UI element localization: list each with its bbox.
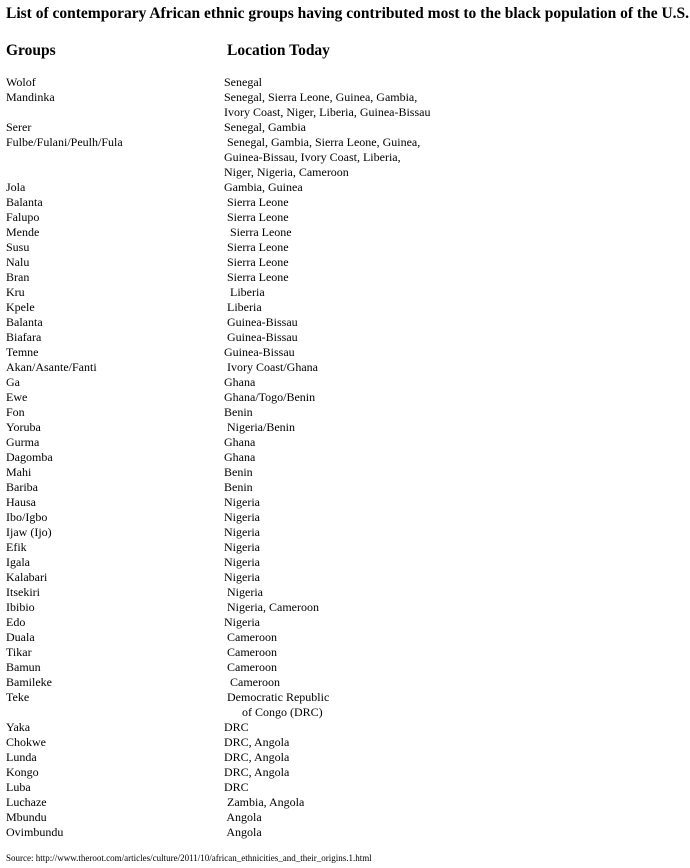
table-row (0, 615, 690, 630)
table-row (0, 465, 690, 480)
group-location (224, 495, 690, 510)
group-location (224, 270, 690, 285)
group-location (224, 435, 690, 450)
group-location (224, 600, 690, 615)
table-row (0, 330, 690, 345)
location-line: Democratic Republic (224, 690, 330, 704)
group-location (224, 120, 690, 135)
table-row (0, 825, 690, 840)
group-name: Igala (6, 555, 30, 569)
group-location (224, 195, 690, 210)
group-name: Hausa (6, 495, 36, 509)
group-location (224, 420, 690, 435)
location-line: Nigeria (224, 615, 260, 629)
table-row (0, 495, 690, 510)
group-name: Tikar (6, 645, 32, 659)
table-row (0, 90, 690, 120)
ethnic-groups-list (0, 75, 690, 840)
group-location (224, 255, 690, 270)
location-line: Sierra Leone (224, 225, 292, 239)
group-name: Mandinka (6, 90, 55, 104)
location-line: Cameroon (224, 675, 280, 689)
location-line: Senegal (224, 75, 262, 89)
group-name: Mende (6, 225, 40, 239)
table-row (0, 540, 690, 555)
location-line: Nigeria, Cameroon (224, 600, 319, 614)
location-line: Ivory Coast, Niger, Liberia, Guinea-Bissau (224, 105, 431, 119)
table-row (0, 360, 690, 375)
group-name: Chokwe (6, 735, 46, 749)
table-row (0, 240, 690, 255)
group-location (224, 300, 690, 315)
table-row (0, 810, 690, 825)
group-name: Duala (6, 630, 35, 644)
group-name: Temne (6, 345, 39, 359)
group-name: Kru (6, 285, 25, 299)
group-location (224, 525, 690, 540)
table-row (0, 750, 690, 765)
group-name: Luba (6, 780, 31, 794)
location-line: Cameroon (224, 630, 277, 644)
table-row (0, 285, 690, 300)
table-row (0, 120, 690, 135)
group-location (224, 390, 690, 405)
table-row (0, 690, 690, 720)
location-line: Nigeria (224, 585, 263, 599)
table-row (0, 630, 690, 645)
location-line: Liberia (224, 285, 265, 299)
group-location (224, 630, 690, 645)
group-name: Bran (6, 270, 30, 284)
location-line: Sierra Leone (224, 240, 289, 254)
group-name: Mbundu (6, 810, 47, 824)
group-location (224, 690, 690, 720)
group-location (224, 330, 690, 345)
location-line: Niger, Nigeria, Cameroon (224, 165, 349, 179)
location-line: DRC (224, 720, 249, 734)
table-row (0, 345, 690, 360)
group-location (224, 510, 690, 525)
group-name: Teke (6, 690, 30, 704)
location-line: Gambia, Guinea (224, 180, 303, 194)
group-name: Gurma (6, 435, 40, 449)
location-line: Ghana (224, 450, 256, 464)
group-name: Serer (6, 120, 32, 134)
group-name: Nalu (6, 255, 30, 269)
table-row (0, 720, 690, 735)
table-row (0, 555, 690, 570)
location-line: Zambia, Angola (224, 795, 305, 809)
location-line: Senegal, Gambia, Sierra Leone, Guinea, (224, 135, 421, 149)
location-line: Cameroon (224, 645, 277, 659)
group-name: Wolof (6, 75, 36, 89)
table-row (0, 735, 690, 750)
location-line: Sierra Leone (224, 270, 289, 284)
group-location (224, 210, 690, 225)
group-location (224, 720, 690, 735)
location-line: Cameroon (224, 660, 277, 674)
group-name: Falupo (6, 210, 40, 224)
table-row (0, 315, 690, 330)
table-row (0, 435, 690, 450)
group-name: Efik (6, 540, 27, 554)
location-line: DRC, Angola (224, 735, 290, 749)
group-location (224, 750, 690, 765)
location-line: Nigeria (224, 570, 260, 584)
table-row (0, 600, 690, 615)
location-column-header: Location Today (227, 42, 330, 59)
location-line: Sierra Leone (224, 255, 289, 269)
location-line: Guinea-Bissau (224, 315, 298, 329)
group-name: Itsekiri (6, 585, 40, 599)
group-name: Lunda (6, 750, 37, 764)
group-location (224, 735, 690, 750)
location-line: Sierra Leone (224, 210, 289, 224)
groups-column-header: Groups (6, 42, 56, 59)
group-location (224, 180, 690, 195)
group-name: Ga (6, 375, 20, 389)
group-location (224, 780, 690, 795)
location-line: DRC, Angola (224, 750, 290, 764)
location-line: Nigeria (224, 555, 260, 569)
group-name: Yaka (6, 720, 31, 734)
table-row (0, 780, 690, 795)
group-name: Ovimbundu (6, 825, 64, 839)
location-line: Guinea-Bissau (224, 345, 295, 359)
location-line: Nigeria (224, 525, 260, 539)
source-citation: Source: http://www.theroot.com/articles/culture/2011/10/african_ethnicities_and_their_origins.1.html (6, 853, 372, 863)
group-location (224, 645, 690, 660)
group-name: Edo (6, 615, 26, 629)
location-line: Guinea-Bissau, Ivory Coast, Liberia, (224, 150, 401, 164)
table-row (0, 255, 690, 270)
table-row (0, 300, 690, 315)
table-row (0, 75, 690, 90)
location-line: Ghana (224, 435, 256, 449)
group-name: Bariba (6, 480, 38, 494)
table-row (0, 180, 690, 195)
group-location (224, 225, 690, 240)
group-name: Bamileke (6, 675, 52, 689)
group-name: Mahi (6, 465, 32, 479)
group-location (224, 450, 690, 465)
location-line: Senegal, Sierra Leone, Guinea, Gambia, (224, 90, 418, 104)
table-row (0, 510, 690, 525)
group-location (224, 405, 690, 420)
table-row (0, 795, 690, 810)
location-line: Ghana/Togo/Benin (224, 390, 316, 404)
location-line: Guinea-Bissau (224, 330, 298, 344)
group-location (224, 615, 690, 630)
group-location (224, 795, 690, 810)
group-location (224, 345, 690, 360)
group-name: Fulbe/Fulani/Peulh/Fula (6, 135, 123, 149)
table-row (0, 480, 690, 495)
table-row (0, 585, 690, 600)
group-name: Ijaw (Ijo) (6, 525, 52, 539)
table-row (0, 390, 690, 405)
page-title: List of contemporary African ethnic groups having contributed most to the black population of the U.S. (6, 5, 690, 22)
location-line: DRC, Angola (224, 765, 290, 779)
group-name: Yoruba (6, 420, 41, 434)
group-location (224, 555, 690, 570)
group-name: Balanta (6, 195, 43, 209)
group-name: Ibo/Igbo (6, 510, 48, 524)
table-row (0, 270, 690, 285)
location-line: Liberia (224, 300, 262, 314)
group-name: Akan/Asante/Fanti (6, 360, 97, 374)
location-line: Ghana (224, 375, 256, 389)
group-location (224, 810, 690, 825)
group-name: Fon (6, 405, 25, 419)
group-location (224, 675, 690, 690)
group-location (224, 285, 690, 300)
table-row (0, 210, 690, 225)
location-line: DRC (224, 780, 249, 794)
group-location (224, 75, 690, 90)
table-row (0, 660, 690, 675)
group-name: Jola (6, 180, 26, 194)
group-location (224, 570, 690, 585)
location-line: Benin (224, 480, 253, 494)
group-name: Bamun (6, 660, 41, 674)
group-location (224, 540, 690, 555)
location-line: Benin (224, 405, 253, 419)
location-line: Nigeria (224, 540, 260, 554)
table-row (0, 570, 690, 585)
group-location (224, 360, 690, 375)
table-row (0, 195, 690, 210)
group-location (224, 240, 690, 255)
group-name: Dagomba (6, 450, 53, 464)
group-location (224, 660, 690, 675)
table-row (0, 135, 690, 180)
table-row (0, 645, 690, 660)
table-row (0, 405, 690, 420)
location-line: Ivory Coast/Ghana (224, 360, 318, 374)
group-name: Kongo (6, 765, 39, 779)
group-name: Kalabari (6, 570, 48, 584)
location-line: Nigeria/Benin (224, 420, 295, 434)
location-line: Sierra Leone (224, 195, 289, 209)
table-row (0, 675, 690, 690)
group-name: Ewe (6, 390, 28, 404)
location-line: Nigeria (224, 495, 260, 509)
group-location (224, 825, 690, 840)
table-row (0, 375, 690, 390)
table-row (0, 450, 690, 465)
location-line: of Congo (DRC) (224, 705, 323, 719)
location-line: Benin (224, 465, 253, 479)
table-row (0, 420, 690, 435)
group-location (224, 375, 690, 390)
table-row (0, 765, 690, 780)
location-line: Angola (224, 825, 262, 839)
group-location (224, 585, 690, 600)
group-location (224, 90, 690, 120)
table-row (0, 525, 690, 540)
group-location (224, 315, 690, 330)
group-name: Ibibio (6, 600, 35, 614)
table-row (0, 225, 690, 240)
group-name: Susu (6, 240, 30, 254)
group-name: Luchaze (6, 795, 47, 809)
group-name: Kpele (6, 300, 35, 314)
group-location (224, 465, 690, 480)
group-name: Biafara (6, 330, 42, 344)
location-line: Nigeria (224, 510, 260, 524)
group-name: Balanta (6, 315, 43, 329)
location-line: Senegal, Gambia (224, 120, 306, 134)
group-location (224, 135, 690, 180)
location-line: Angola (224, 810, 262, 824)
group-location (224, 480, 690, 495)
group-location (224, 765, 690, 780)
